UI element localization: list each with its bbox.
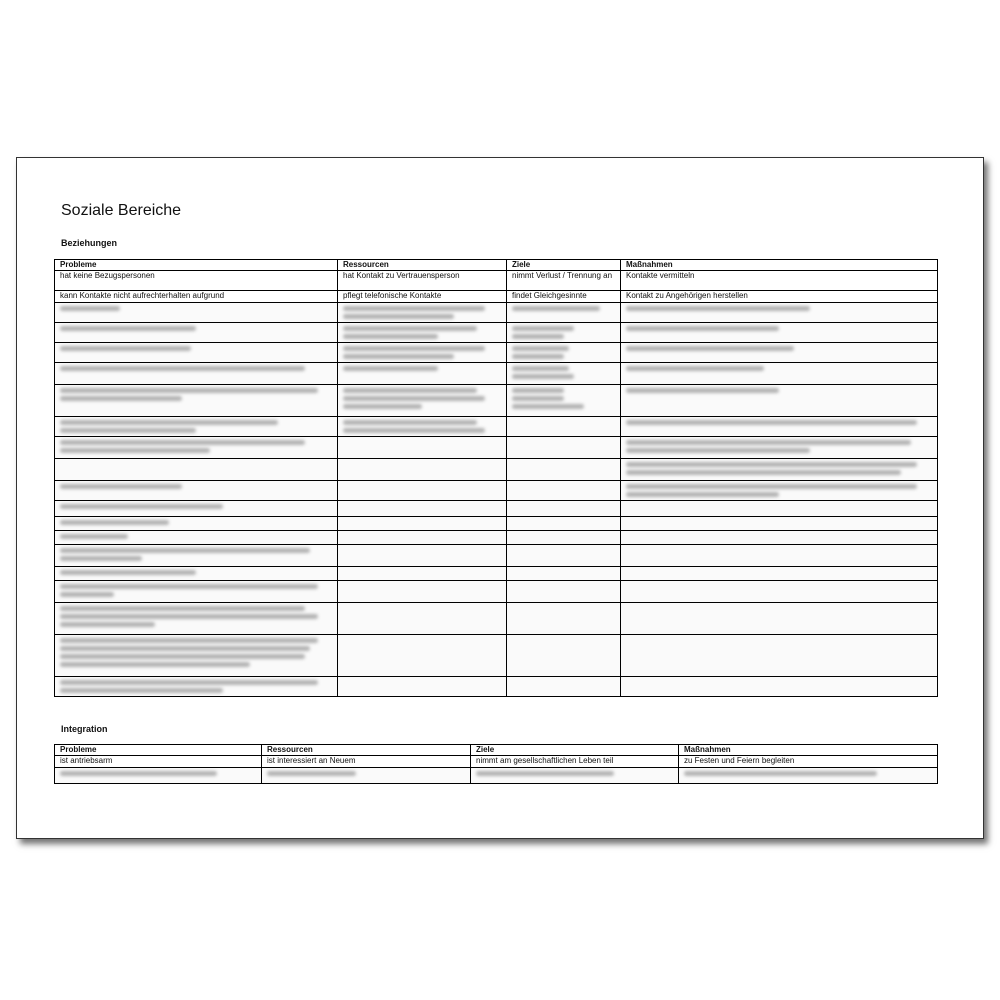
blurred-cell [338, 677, 507, 697]
table-cell: Kontakt zu Angehörigen herstellen [621, 291, 938, 303]
blurred-text-line [512, 404, 584, 409]
table-cell: hat Kontakt zu Vertrauensperson [338, 271, 507, 291]
column-header-probleme: Probleme [55, 260, 338, 271]
table-row [55, 756, 938, 768]
blurred-text-line [60, 484, 182, 489]
blurred-text-line [60, 638, 318, 643]
table-row-blurred [55, 677, 938, 697]
blurred-text-line [343, 396, 485, 401]
blurred-cell [507, 417, 621, 437]
blurred-cell [507, 517, 621, 531]
table-row-blurred [55, 603, 938, 635]
table-row-blurred [55, 385, 938, 417]
blurred-cell [621, 481, 938, 501]
blurred-text-line [343, 306, 485, 311]
blurred-cell [679, 768, 938, 784]
table-cell: ist antriebsarm [55, 756, 262, 768]
blurred-cell [621, 385, 938, 417]
blurred-text-line [60, 570, 196, 575]
blurred-text-line [60, 520, 169, 525]
blurred-cell [55, 417, 338, 437]
integration-table [54, 744, 938, 784]
blurred-cell [471, 768, 679, 784]
blurred-cell [55, 481, 338, 501]
blurred-cell [507, 323, 621, 343]
blurred-cell [507, 501, 621, 517]
blurred-cell [621, 517, 938, 531]
blurred-text-line [60, 388, 318, 393]
blurred-text-line [512, 306, 600, 311]
table-row-blurred [55, 545, 938, 567]
blurred-text-line [626, 326, 779, 331]
table-row [55, 271, 938, 291]
table-cell: nimmt am gesellschaftlichen Leben teil [471, 756, 679, 768]
blurred-cell [507, 343, 621, 363]
table-row-blurred [55, 481, 938, 501]
blurred-cell [55, 501, 338, 517]
blurred-cell [507, 545, 621, 567]
table-row-blurred [55, 363, 938, 385]
blurred-cell [621, 437, 938, 459]
blurred-text-line [60, 680, 318, 685]
column-header-ressourcen: Ressourcen [262, 745, 471, 756]
blurred-text-line [626, 366, 764, 371]
column-header-ressourcen: Ressourcen [338, 260, 507, 271]
blurred-text-line [60, 622, 155, 627]
document-page [16, 157, 984, 839]
blurred-cell [55, 323, 338, 343]
table-row-blurred [55, 437, 938, 459]
section-heading-beziehungen: Beziehungen [61, 238, 118, 248]
blurred-text-line [343, 326, 477, 331]
blurred-text-line [60, 306, 120, 311]
table-row-blurred [55, 581, 938, 603]
blurred-text-line [626, 462, 917, 467]
blurred-cell [55, 677, 338, 697]
blurred-text-line [626, 306, 810, 311]
table-row-blurred [55, 635, 938, 677]
blurred-cell [55, 437, 338, 459]
blurred-cell [262, 768, 471, 784]
table-row-blurred [55, 531, 938, 545]
blurred-text-line [626, 420, 917, 425]
blurred-text-line [60, 366, 305, 371]
blurred-cell [55, 459, 338, 481]
column-header-ziele: Ziele [507, 260, 621, 271]
blurred-text-line [626, 440, 911, 445]
blurred-text-line [60, 420, 278, 425]
blurred-text-line [60, 440, 305, 445]
blurred-cell [338, 481, 507, 501]
blurred-cell [338, 385, 507, 417]
blurred-cell [621, 343, 938, 363]
table-cell: nimmt Verlust / Trennung an [507, 271, 621, 291]
blurred-cell [55, 768, 262, 784]
column-header-ziele: Ziele [471, 745, 679, 756]
blurred-cell [55, 517, 338, 531]
blurred-text-line [60, 606, 305, 611]
table-row-blurred [55, 567, 938, 581]
table-row-blurred [55, 768, 938, 784]
document-title: Soziale Bereiche [61, 202, 182, 219]
blurred-cell [55, 343, 338, 363]
table-row-blurred [55, 303, 938, 323]
blurred-text-line [512, 354, 564, 359]
blurred-text-line [60, 428, 196, 433]
table-cell: hat keine Bezugspersonen [55, 271, 338, 291]
blurred-text-line [512, 396, 564, 401]
column-header-massnahmen: Maßnahmen [621, 260, 938, 271]
blurred-cell [338, 531, 507, 545]
blurred-cell [621, 323, 938, 343]
blurred-cell [507, 567, 621, 581]
blurred-cell [621, 531, 938, 545]
blurred-cell [507, 459, 621, 481]
blurred-cell [338, 581, 507, 603]
blurred-text-line [626, 484, 917, 489]
table-row-blurred [55, 323, 938, 343]
blurred-text-line [343, 366, 438, 371]
table-cell: Kontakte vermitteln [621, 271, 938, 291]
blurred-cell [621, 545, 938, 567]
blurred-cell [338, 417, 507, 437]
blurred-text-line [60, 448, 210, 453]
blurred-text-line [512, 388, 564, 393]
blurred-cell [338, 343, 507, 363]
blurred-cell [621, 459, 938, 481]
blurred-cell [621, 677, 938, 697]
blurred-cell [621, 581, 938, 603]
blurred-text-line [60, 614, 318, 619]
blurred-cell [621, 635, 938, 677]
blurred-cell [338, 363, 507, 385]
blurred-cell [55, 567, 338, 581]
blurred-cell [338, 459, 507, 481]
blurred-cell [55, 581, 338, 603]
blurred-text-line [60, 688, 223, 693]
blurred-text-line [60, 396, 182, 401]
blurred-cell [507, 677, 621, 697]
blurred-text-line [60, 326, 196, 331]
blurred-cell [621, 303, 938, 323]
blurred-cell [621, 603, 938, 635]
blurred-text-line [626, 346, 794, 351]
blurred-cell [338, 437, 507, 459]
blurred-text-line [343, 334, 438, 339]
table-cell: findet Gleichgesinnte [507, 291, 621, 303]
table-row-blurred [55, 501, 938, 517]
blurred-text-line [60, 548, 310, 553]
blurred-text-line [512, 334, 564, 339]
table-cell: kann Kontakte nicht aufrechterhalten aufgrund [55, 291, 338, 303]
blurred-cell [55, 363, 338, 385]
blurred-text-line [343, 420, 477, 425]
blurred-cell [621, 567, 938, 581]
blurred-text-line [60, 504, 223, 509]
blurred-text-line [343, 404, 422, 409]
blurred-cell [338, 323, 507, 343]
blurred-text-line [512, 374, 574, 379]
blurred-text-line [626, 470, 901, 475]
blurred-text-line [343, 428, 485, 433]
blurred-text-line [626, 388, 779, 393]
blurred-text-line [343, 354, 454, 359]
column-header-massnahmen: Maßnahmen [679, 745, 938, 756]
blurred-cell [507, 385, 621, 417]
table-row-blurred [55, 417, 938, 437]
blurred-text-line [512, 366, 569, 371]
blurred-text-line [60, 556, 142, 561]
table-cell: zu Festen und Feiern begleiten [679, 756, 938, 768]
blurred-cell [507, 531, 621, 545]
blurred-text-line [512, 326, 574, 331]
blurred-cell [338, 567, 507, 581]
blurred-text-line [343, 388, 477, 393]
blurred-text-line [626, 448, 810, 453]
table-row [55, 291, 938, 303]
blurred-text-line [60, 662, 250, 667]
blurred-text-line [60, 654, 305, 659]
blurred-cell [55, 385, 338, 417]
blurred-text-line [343, 314, 454, 319]
blurred-cell [55, 545, 338, 567]
blurred-cell [338, 603, 507, 635]
blurred-cell [338, 517, 507, 531]
blurred-cell [338, 501, 507, 517]
blurred-cell [621, 363, 938, 385]
table-row-blurred [55, 459, 938, 481]
blurred-text-line [60, 346, 191, 351]
table-row-blurred [55, 517, 938, 531]
blurred-cell [55, 303, 338, 323]
blurred-cell [55, 531, 338, 545]
blurred-cell [621, 501, 938, 517]
blurred-cell [507, 635, 621, 677]
blurred-text-line [60, 584, 318, 589]
blurred-text-line [60, 646, 310, 651]
blurred-cell [507, 363, 621, 385]
blurred-text-line [512, 346, 569, 351]
table-header-row [55, 745, 938, 756]
blurred-cell [507, 303, 621, 323]
table-row-blurred [55, 343, 938, 363]
blurred-cell [507, 481, 621, 501]
blurred-cell [621, 417, 938, 437]
blurred-text-line [60, 534, 128, 539]
blurred-cell [338, 635, 507, 677]
column-header-probleme: Probleme [55, 745, 262, 756]
blurred-cell [507, 603, 621, 635]
blurred-cell [507, 437, 621, 459]
table-header-row [55, 260, 938, 271]
blurred-cell [338, 303, 507, 323]
blurred-cell [55, 603, 338, 635]
blurred-text-line [626, 492, 779, 497]
blurred-text-line [60, 592, 114, 597]
table-cell: pflegt telefonische Kontakte [338, 291, 507, 303]
blurred-text-line [343, 346, 485, 351]
blurred-rows [55, 303, 938, 697]
beziehungen-table [54, 259, 938, 697]
blurred-cell [338, 545, 507, 567]
blurred-cell [55, 635, 338, 677]
blurred-cell [507, 581, 621, 603]
table-cell: ist interessiert an Neuem [262, 756, 471, 768]
section-heading-integration: Integration [61, 724, 108, 734]
